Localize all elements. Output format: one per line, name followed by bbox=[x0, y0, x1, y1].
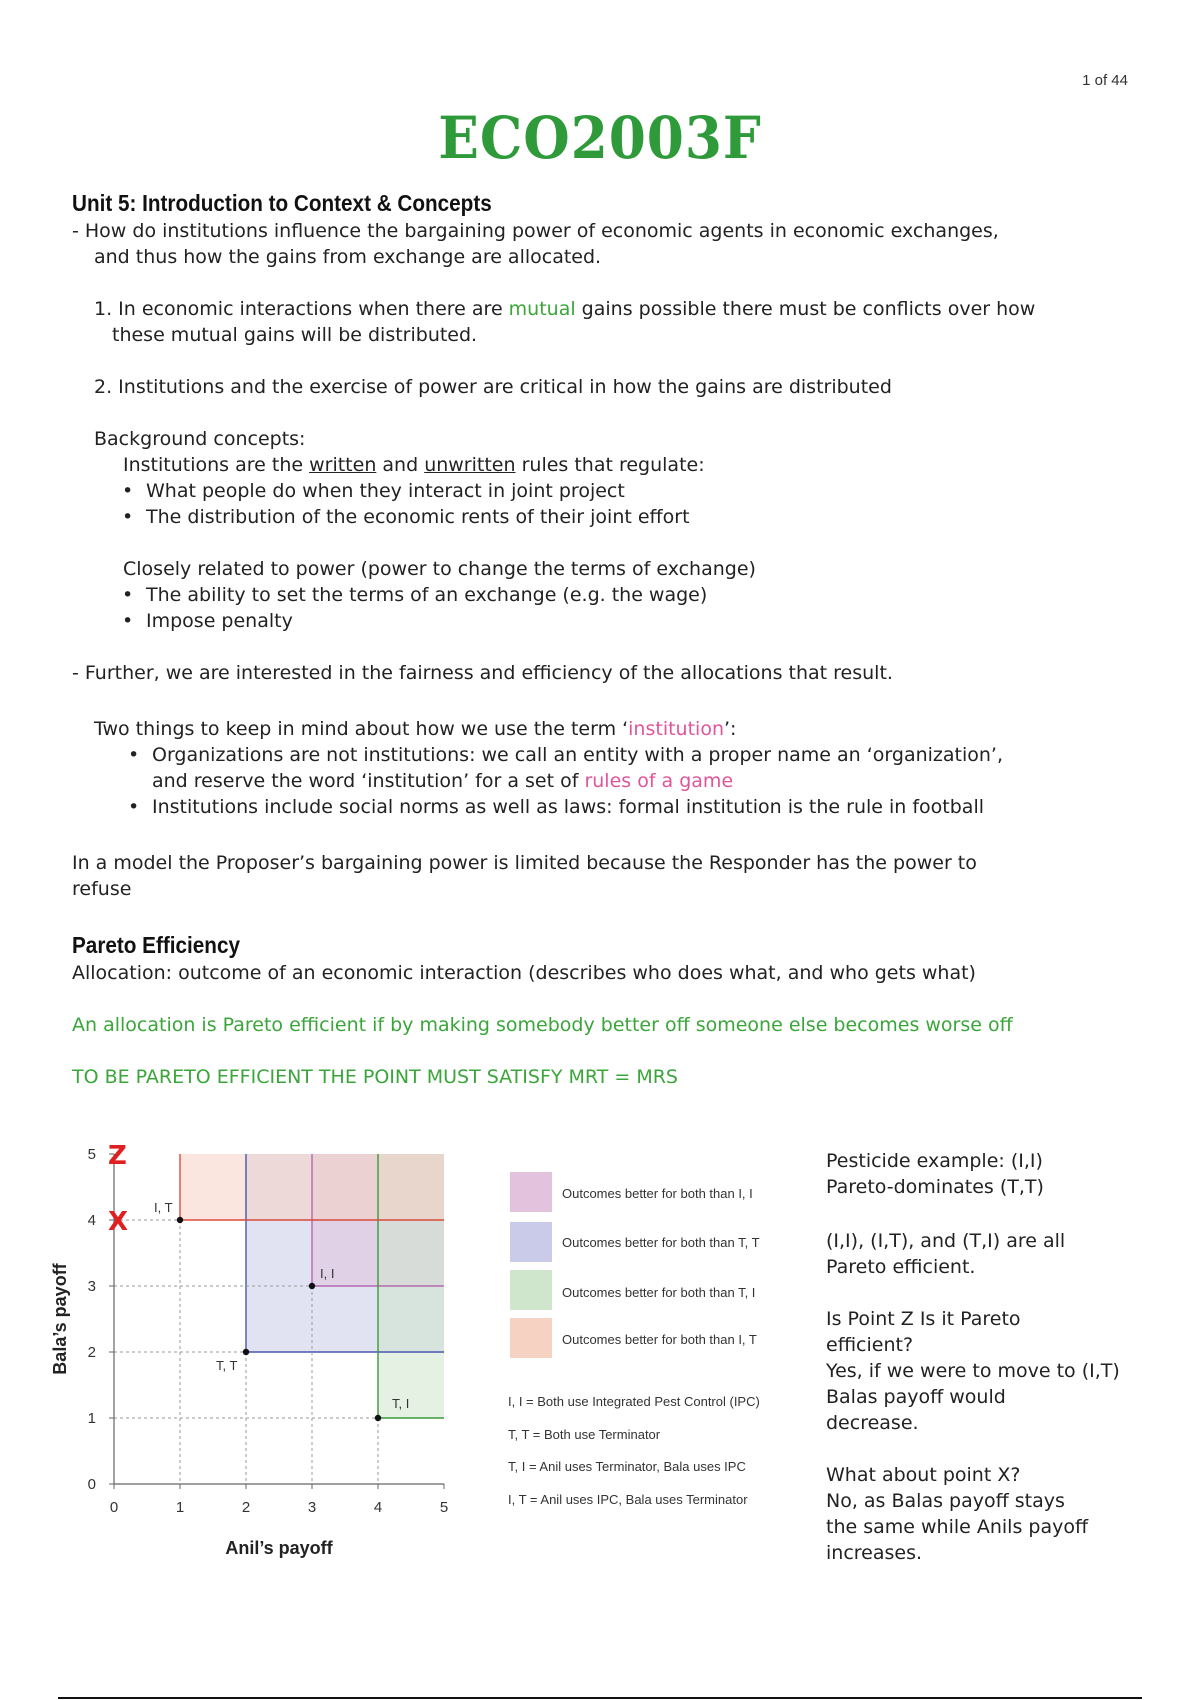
point-1-line-2: these mutual gains will be distributed. bbox=[112, 324, 478, 346]
data-point bbox=[177, 1217, 183, 1223]
z-answer-1: Yes, if we were to move to (I,T) bbox=[826, 1360, 1120, 1382]
legend-label-ti: Outcomes better for both than T, I bbox=[562, 1285, 756, 1300]
allocation-definition: : outcome of an economic interaction (describes who does what, and who gets what) bbox=[165, 962, 976, 984]
allocation-line bbox=[72, 960, 976, 986]
y-tick-label: 2 bbox=[87, 1344, 96, 1361]
written-underlined: written bbox=[309, 454, 377, 476]
legend-label-it: Outcomes better for both than I, T bbox=[562, 1332, 757, 1347]
x-tick-label: 2 bbox=[241, 1499, 251, 1516]
institutions-bullet: • The distribution of the economic rents of their joint effort bbox=[146, 504, 690, 530]
institutions-bullet: • What people do when they interact in joint project bbox=[146, 478, 625, 504]
y-tick-label: 1 bbox=[87, 1410, 96, 1427]
organizations-bullet: • Organizations are not institutions: we call an entity with a proper name an ‘organization’, bbox=[152, 742, 1003, 768]
definition-ti: T, I = Anil uses Terminator, Bala uses IPC bbox=[508, 1459, 746, 1474]
efficient-note-2: Pareto efficient. bbox=[826, 1256, 976, 1278]
definition-it: I, T = Anil uses IPC, Bala uses Terminator bbox=[508, 1492, 748, 1507]
point-1-line-1 bbox=[94, 296, 1035, 322]
pareto-condition: TO BE PARETO EFFICIENT THE POINT MUST SATISFY MRT = MRS bbox=[72, 1066, 678, 1088]
social-norms-bullet: • Institutions include social norms as well as laws: formal institution is the rule in football bbox=[152, 794, 984, 820]
point-label: T, T bbox=[216, 1358, 238, 1373]
pareto-definition: An allocation is Pareto efficient if by making somebody better off someone else becomes worse off bbox=[72, 1014, 1013, 1036]
point-label: I, T bbox=[154, 1200, 173, 1215]
point-label: I, I bbox=[320, 1266, 335, 1281]
model-line-1: In a model the Proposer’s bargaining power is limited because the Responder has the power to bbox=[72, 852, 977, 874]
y-tick-label: 3 bbox=[87, 1278, 96, 1295]
institution-highlight: institution bbox=[628, 718, 724, 740]
legend-label-ii: Outcomes better for both than I, I bbox=[562, 1186, 753, 1201]
data-point bbox=[309, 1283, 315, 1289]
legend-label-tt: Outcomes better for both than T, T bbox=[562, 1235, 760, 1250]
legend-swatch-ii bbox=[510, 1172, 552, 1212]
x-tick-label: 0 bbox=[109, 1499, 119, 1516]
x-answer-1: No, as Balas payoff stays bbox=[826, 1490, 1065, 1512]
power-label: Closely related to power (power to change the terms of exchange) bbox=[123, 558, 756, 580]
allocation-term: Allocation bbox=[72, 962, 166, 984]
background-label: Background concepts: bbox=[94, 428, 306, 450]
two-things-text-b: ’: bbox=[724, 718, 737, 740]
y-tick-label: 4 bbox=[87, 1212, 96, 1229]
point-2: 2. Institutions and the exercise of power are critical in how the gains are distributed bbox=[94, 376, 892, 398]
power-bullet: • Impose penalty bbox=[146, 608, 293, 634]
legend-swatch-tt bbox=[510, 1222, 552, 1262]
z-question-1: Is Point Z Is it Pareto bbox=[826, 1308, 1021, 1330]
legend-swatch-it bbox=[510, 1318, 552, 1358]
marker-z: Z bbox=[108, 1141, 127, 1171]
two-things-text-a: Two things to keep in mind about how we use the term ‘ bbox=[94, 718, 629, 740]
y-tick-label: 5 bbox=[87, 1146, 96, 1163]
z-question-2: efficient? bbox=[826, 1334, 914, 1356]
x-tick-label: 4 bbox=[373, 1499, 383, 1516]
organizations-text: and reserve the word ‘institution’ for a set of bbox=[152, 770, 585, 792]
point-1-text-b: gains possible there must be conflicts over how bbox=[575, 298, 1036, 320]
efficient-note-1: (I,I), (I,T), and (T,I) are all bbox=[826, 1230, 1066, 1252]
x-answer-3: increases. bbox=[826, 1542, 923, 1564]
unit-heading: Unit 5: Introduction to Context & Concepts bbox=[72, 190, 492, 216]
definition-ii: I, I = Both use Integrated Pest Control (IPC) bbox=[508, 1394, 760, 1409]
point-label: T, I bbox=[392, 1396, 410, 1411]
z-answer-3: decrease. bbox=[826, 1412, 919, 1434]
unwritten-underlined: unwritten bbox=[424, 454, 516, 476]
point-1-text-a: 1. In economic interactions when there are bbox=[94, 298, 509, 320]
data-point bbox=[375, 1415, 381, 1421]
marker-x: X bbox=[108, 1207, 129, 1237]
definition-tt: T, T = Both use Terminator bbox=[508, 1427, 661, 1442]
x-question: What about point X? bbox=[826, 1464, 1021, 1486]
power-bullet: • The ability to set the terms of an exchange (e.g. the wage) bbox=[146, 582, 707, 608]
document-title: ECO2003F bbox=[438, 104, 762, 172]
further-line: - Further, we are interested in the fairness and efficiency of the allocations that result. bbox=[72, 662, 893, 684]
model-line-2: refuse bbox=[72, 878, 132, 900]
z-answer-2: Balas payoff would bbox=[826, 1386, 1006, 1408]
x-tick-label: 1 bbox=[175, 1499, 185, 1516]
x-tick-label: 3 bbox=[307, 1499, 317, 1516]
y-tick-label: 0 bbox=[87, 1476, 96, 1493]
institutions-line bbox=[123, 452, 705, 478]
page-number: 1 of 44 bbox=[1082, 72, 1128, 89]
pesticide-note-2: Pareto-dominates (T,T) bbox=[826, 1176, 1044, 1198]
x-axis-label: Anil’s payoff bbox=[225, 1538, 333, 1558]
x-answer-2: the same while Anils payoff bbox=[826, 1516, 1089, 1538]
pareto-heading: Pareto Efficiency bbox=[72, 932, 240, 958]
pesticide-note-1: Pesticide example: (I,I) bbox=[826, 1150, 1043, 1172]
x-tick-label: 5 bbox=[439, 1499, 449, 1516]
mutual-highlight: mutual bbox=[508, 298, 576, 320]
rules-of-game-highlight: rules of a game bbox=[584, 770, 734, 792]
legend-swatch-ti bbox=[510, 1270, 552, 1310]
bottom-divider bbox=[58, 1697, 1142, 1699]
two-things-line bbox=[94, 716, 736, 742]
organizations-line-2 bbox=[152, 768, 733, 794]
institutions-text-b: and bbox=[376, 454, 425, 476]
intro-line-2: and thus how the gains from exchange are allocated. bbox=[94, 246, 602, 268]
intro-line-1: - How do institutions influence the bargaining power of economic agents in economic exchanges, bbox=[72, 220, 999, 242]
institutions-text-c: rules that regulate: bbox=[515, 454, 705, 476]
y-axis-label: Bala’s payoff bbox=[50, 1263, 70, 1375]
institutions-text-a: Institutions are the bbox=[123, 454, 310, 476]
data-point bbox=[243, 1349, 249, 1355]
